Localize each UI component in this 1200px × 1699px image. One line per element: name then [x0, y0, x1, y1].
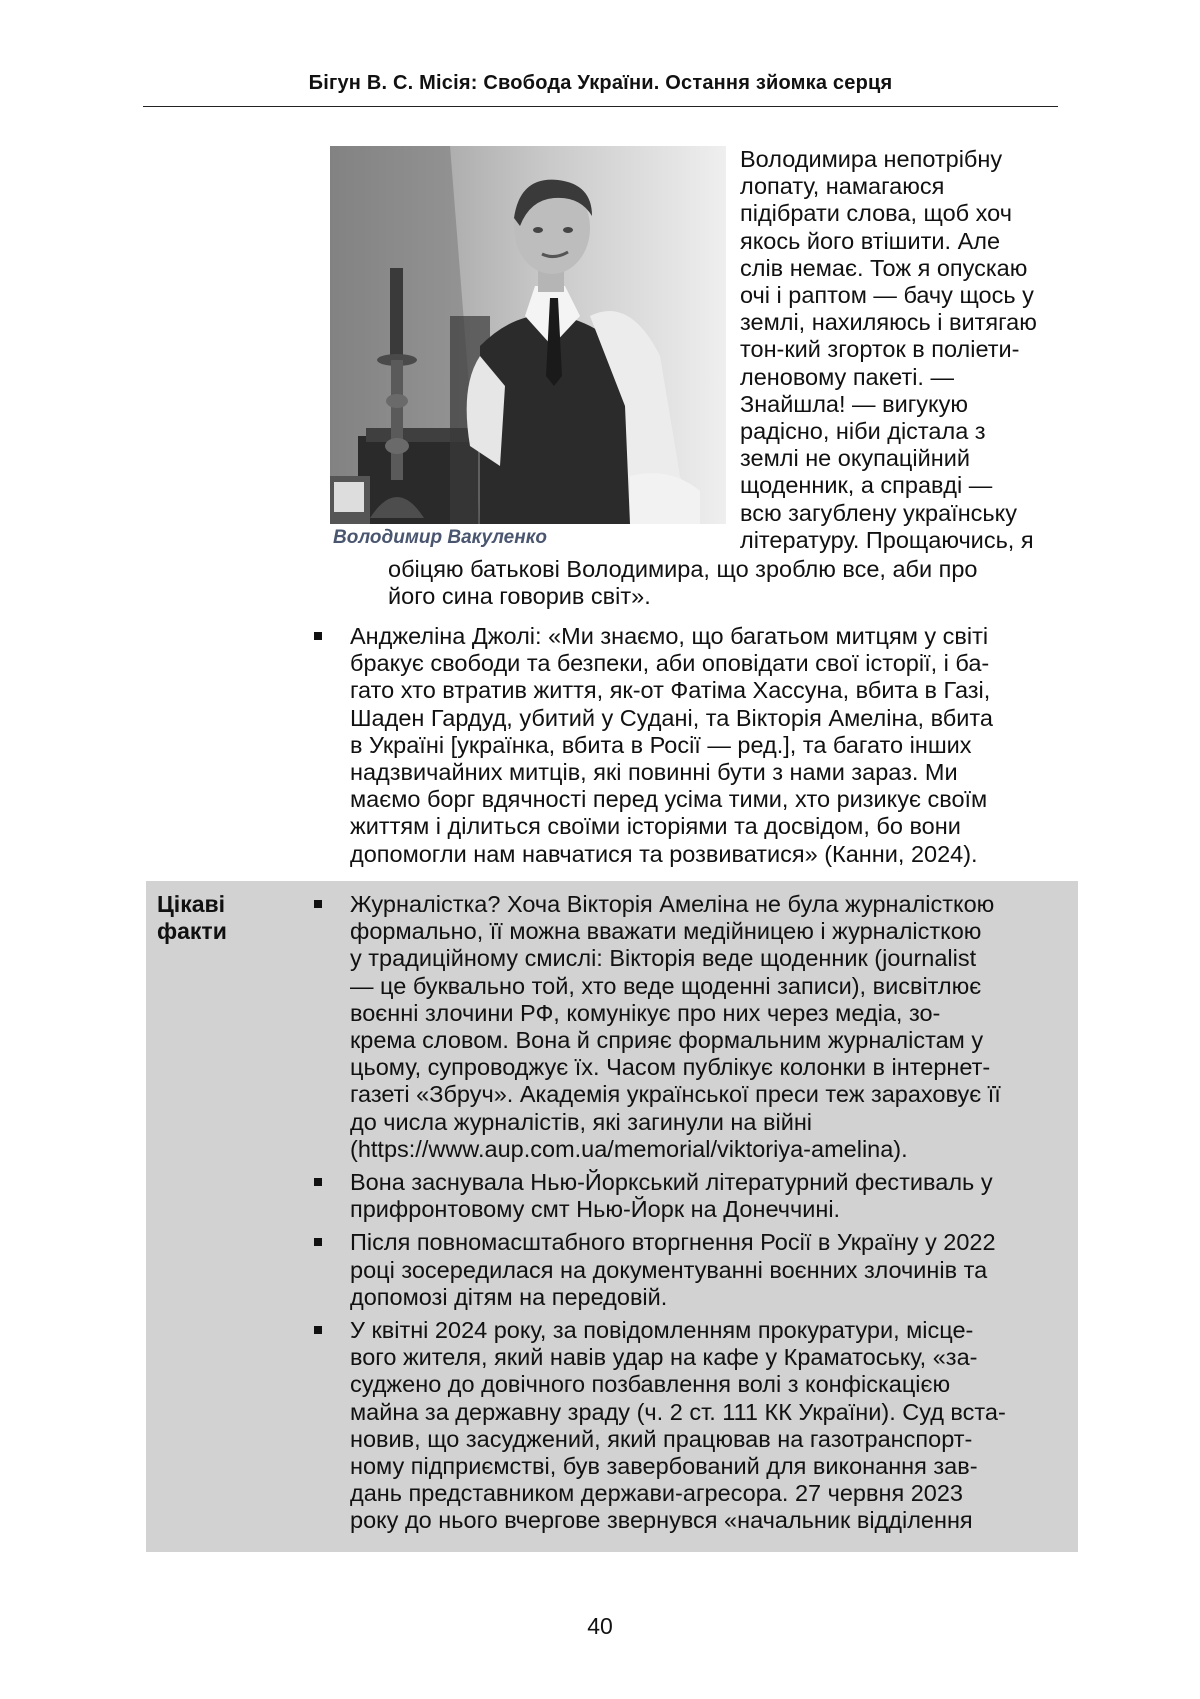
- text-line: лопату, намагаюся: [740, 173, 945, 200]
- text-line: слів немає. Тож я опускаю: [740, 254, 1028, 281]
- running-header: Бігун В. С. Місія: Свобода України. Остання зйомка серця: [308, 72, 893, 94]
- text-line: у традиційному смислі: Вікторія веде щоденник (journalist: [350, 945, 977, 972]
- quote-list: [310, 623, 1070, 868]
- text-line: крема словом. Вона й сприяє формальним журналістам у: [350, 1027, 984, 1054]
- square-bullet-icon: [314, 632, 322, 640]
- text-line: надзвичайних митців, які повинні бути з нами зараз. Ми: [350, 759, 958, 786]
- text-line: якось його втішити. Але: [740, 227, 1001, 254]
- continuation-text: [388, 556, 1068, 610]
- text-line: майна за державну зраду (ч. 2 ст. 111 КК України). Суд вста-: [350, 1398, 1006, 1425]
- text-line: бракує свободи та безпеки, аби оповідати свої історії, і ба-: [350, 650, 990, 677]
- text-line: вого жителя, який навів удар на кафе у Краматоську, «за-: [350, 1344, 978, 1371]
- text-line: році зосередилася на документуванні воєнних злочинів та: [350, 1256, 988, 1283]
- text-line: радісно, ніби дістала з: [740, 418, 986, 445]
- text-line: Володимира непотрібну: [740, 146, 1003, 172]
- facts-label-line: факти: [157, 918, 227, 944]
- list-item: [310, 623, 1070, 868]
- facts-section-label: [157, 891, 277, 945]
- text-line: Після повномасштабного вторгнення Росії в Україну у 2022: [350, 1229, 996, 1256]
- square-bullet-icon: [314, 1326, 322, 1334]
- text-line: допомозі дітям на передовій.: [350, 1283, 668, 1310]
- text-line: щоденник, а справді —: [740, 472, 993, 499]
- text-line: його сина говорив світ».: [388, 583, 651, 610]
- text-line: газеті «Збруч». Академія української преси теж зараховує її: [350, 1081, 1001, 1108]
- photo-wrap-text: [740, 146, 1070, 554]
- list-item: [310, 1317, 1070, 1535]
- text-line: літературу. Прощаючись, я: [740, 526, 1034, 553]
- text-line: воєнні злочини РФ, комунікує про них через медіа, зо-: [350, 999, 941, 1026]
- square-bullet-icon: [314, 1178, 322, 1186]
- text-line: всю загублену українську: [740, 499, 1017, 526]
- text-line: в Україні [українка, вбита в Росії — ред.], та багато інших: [350, 731, 972, 758]
- text-line: життям і ділиться своїми історіями та досвідом, бо вони: [350, 813, 961, 840]
- text-line: гато хто втратив життя, як-от Фатіма Хассуна, вбита в Газі,: [350, 677, 991, 704]
- list-item: [310, 1169, 1070, 1223]
- square-bullet-icon: [314, 1238, 322, 1246]
- text-line: Анджеліна Джолі: «Ми знаємо, що багатьом митцям у світі: [350, 623, 989, 649]
- text-line: землі не окупаційний: [740, 445, 970, 472]
- text-line: Журналістка? Хоча Вікторія Амеліна не була журналісткою: [350, 891, 995, 917]
- photo-caption: Володимир Вакуленко: [333, 527, 547, 548]
- text-line: прифронтовому смт Нью-Йорк на Донеччині.: [350, 1196, 841, 1223]
- text-line: дань представником держави-агресора. 27 червня 2023: [350, 1480, 963, 1507]
- text-line: допомогли нам навчатися та розвиватися» (Канни, 2024).: [350, 840, 978, 867]
- text-line: формально, її можна вважати медійницею і журналісткою: [350, 918, 982, 945]
- text-line: Вона заснувала Нью-Йоркський літературний фестиваль у: [350, 1169, 993, 1196]
- text-line: підібрати слова, щоб хоч: [740, 200, 1012, 227]
- portrait-photo: [330, 146, 726, 524]
- text-line: року до нього вчергове звернувся «начальник відділення: [350, 1507, 973, 1534]
- text-line: (https://www.aup.com.ua/memorial/viktoriya-amelina).: [350, 1135, 908, 1162]
- facts-list: [310, 891, 1070, 1535]
- text-line: маємо борг вдячності перед усіма тими, хто ризикує своїм: [350, 786, 988, 813]
- text-line: суджено до довічного позбавлення волі з конфіскацією: [350, 1371, 951, 1398]
- text-line: землі, нахиляюсь і витягаю: [740, 309, 1037, 336]
- list-item: [310, 1229, 1070, 1311]
- text-line: ному підприємстві, був завербований для виконання зав-: [350, 1453, 978, 1480]
- text-line: тон-кий згорток в поліети-: [740, 336, 1020, 363]
- text-line: У квітні 2024 року, за повідомленням прокуратури, місце-: [350, 1317, 974, 1344]
- facts-label-line: Цікаві: [157, 891, 226, 917]
- page-number: 40: [587, 1613, 613, 1639]
- text-line: до числа журналістів, які загинули на війні: [350, 1108, 813, 1135]
- header-rule: [143, 106, 1058, 107]
- list-item: [310, 891, 1070, 1163]
- text-line: цьому, супроводжує їх. Часом публікує колонки в інтернет-: [350, 1054, 991, 1081]
- text-line: обіцяю батькові Володимира, що зроблю все, аби про: [388, 556, 978, 582]
- text-line: — це буквально той, хто веде щоденні записи), висвітлює: [350, 972, 982, 999]
- text-line: Шаден Гардуд, убитий у Судані, та Вікторія Амеліна, вбита: [350, 704, 993, 731]
- square-bullet-icon: [314, 900, 322, 908]
- text-line: леновому пакеті. —: [740, 363, 954, 390]
- text-line: очі і раптом — бачу щось у: [740, 282, 1034, 309]
- text-line: новив, що засуджений, який працював на газотранспорт-: [350, 1425, 973, 1452]
- text-line: Знайшла! — вигукую: [740, 390, 968, 417]
